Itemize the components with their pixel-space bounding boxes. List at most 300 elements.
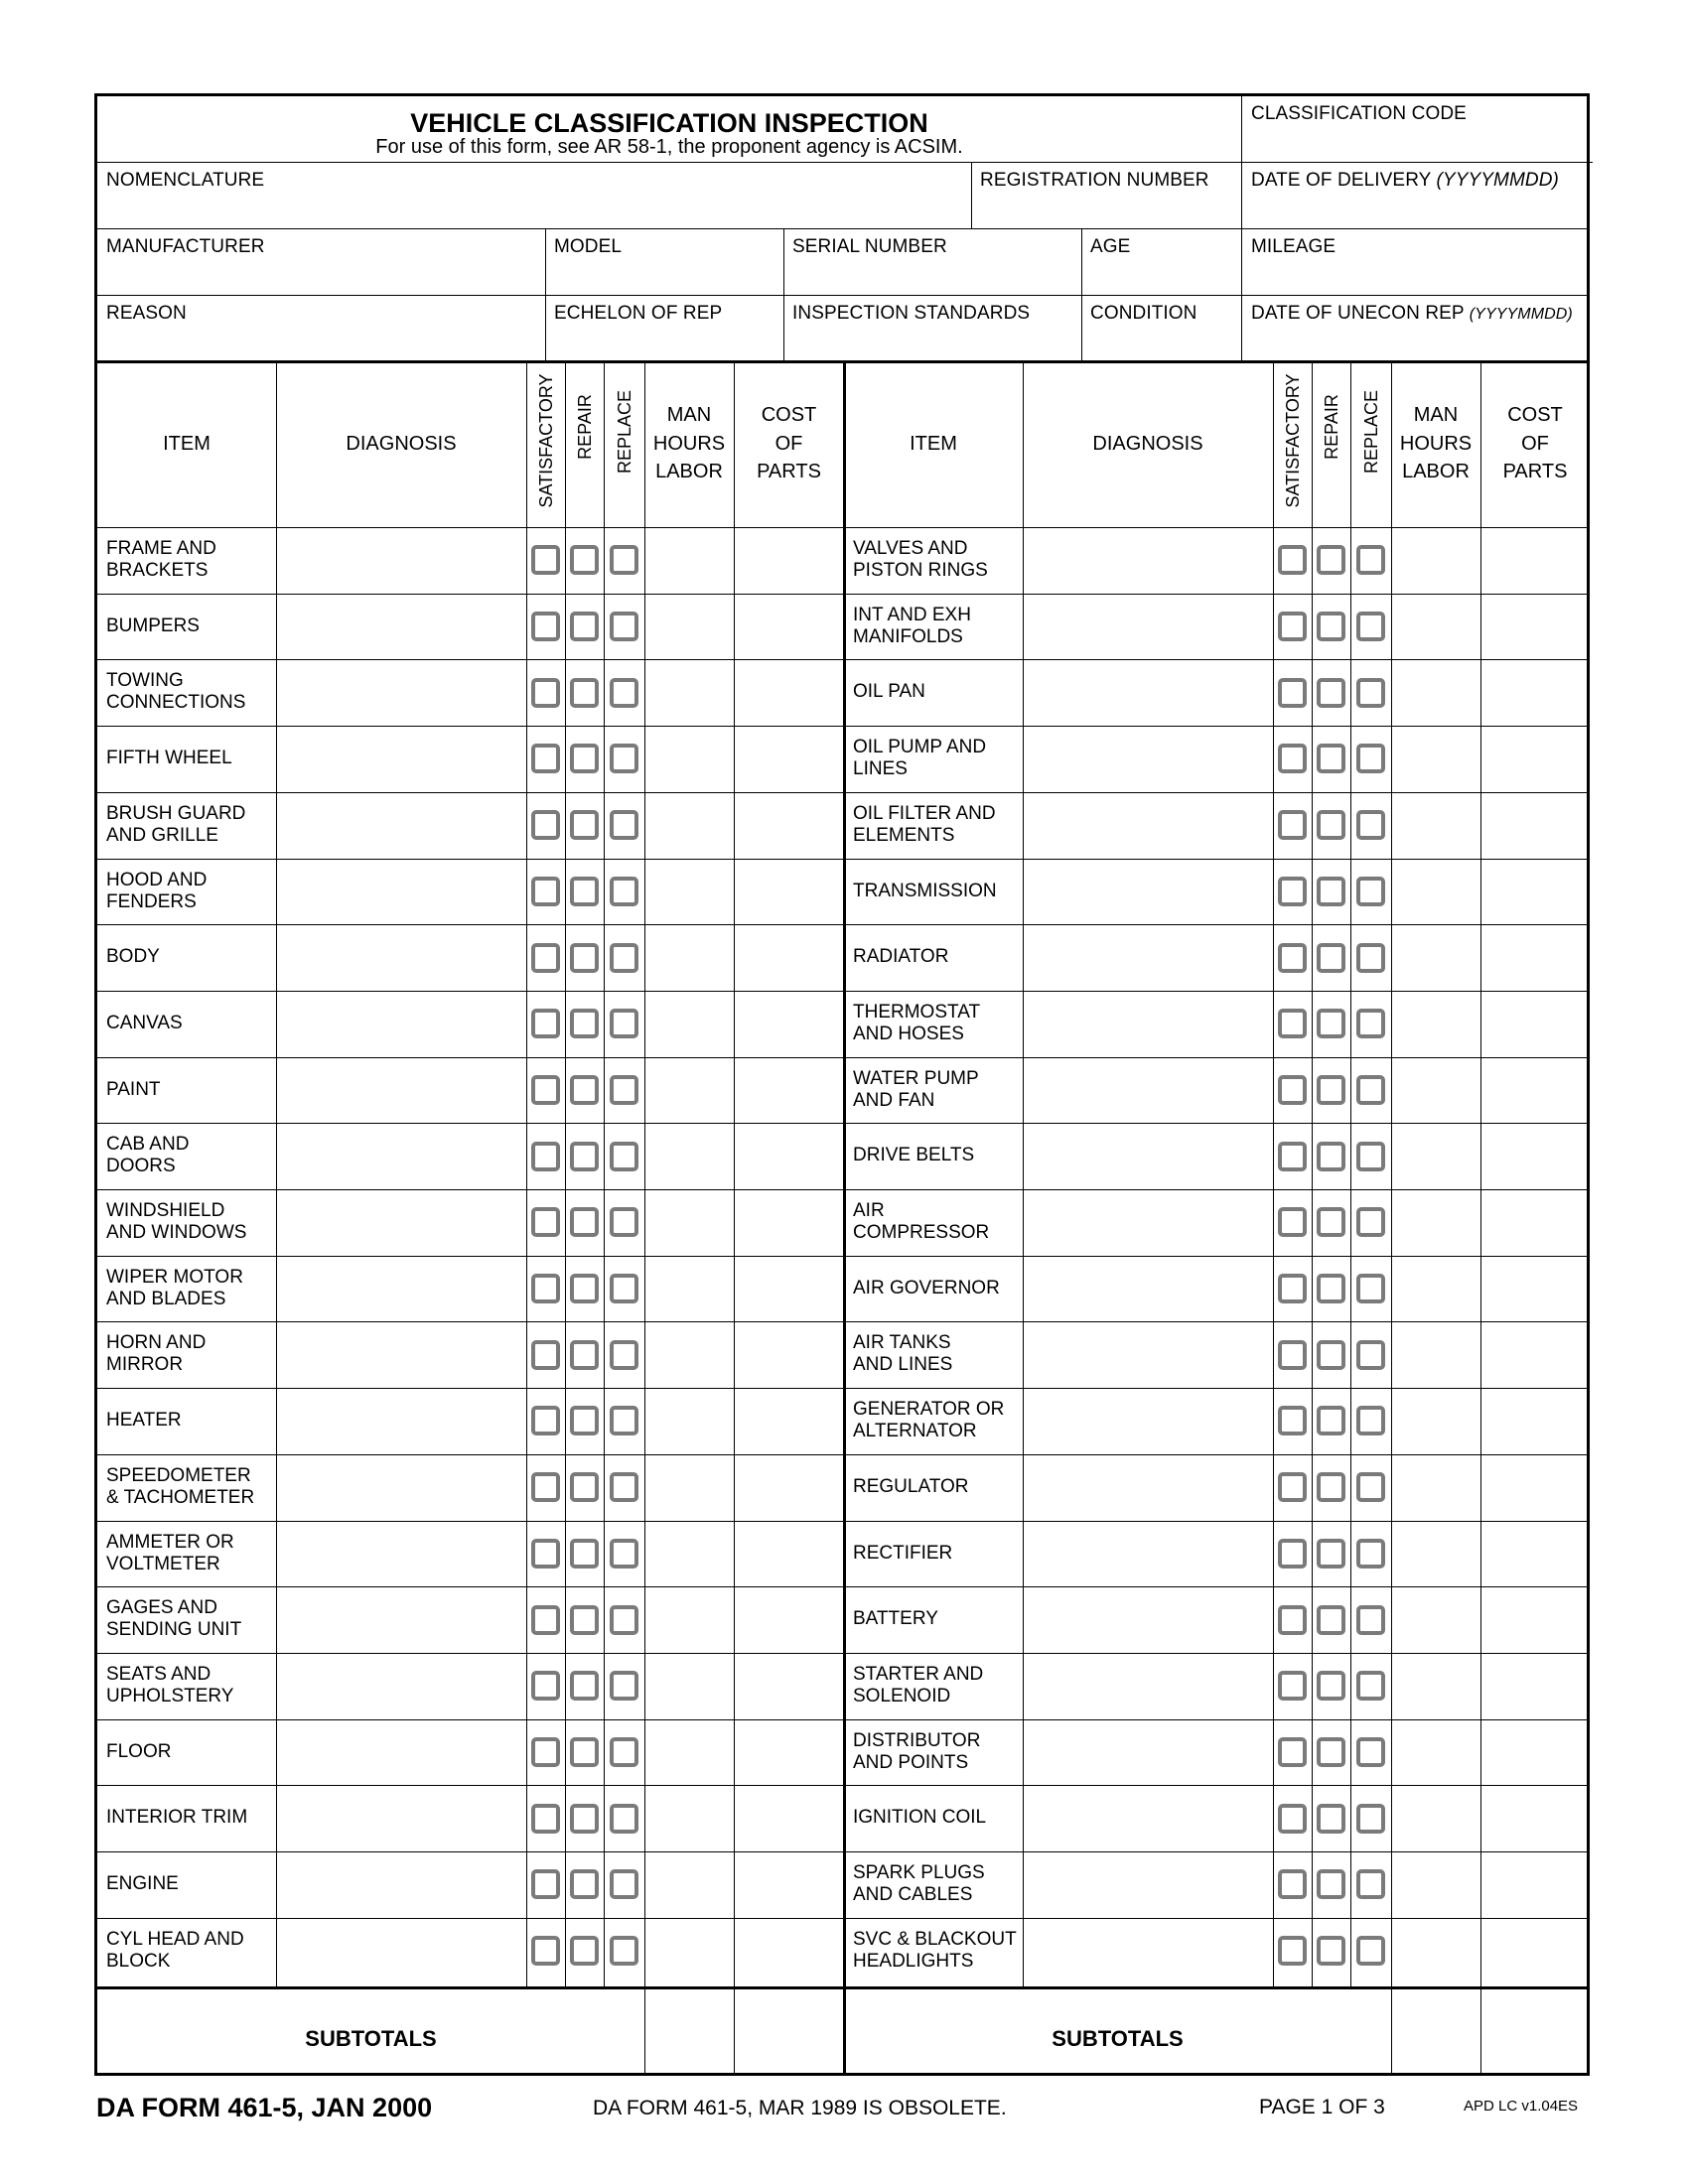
cost-of-parts-field[interactable] <box>1483 1656 1587 1716</box>
repair-checkbox[interactable] <box>1317 1605 1345 1635</box>
man-hours-field[interactable] <box>1394 1921 1477 1981</box>
man-hours-field[interactable] <box>647 1589 731 1650</box>
diagnosis-field[interactable] <box>279 1854 523 1915</box>
registration-number-field[interactable] <box>979 194 1237 225</box>
man-hours-field[interactable] <box>647 1524 731 1584</box>
satisfactory-checkbox[interactable] <box>531 1869 560 1899</box>
diagnosis-field[interactable] <box>279 1589 523 1650</box>
repair-checkbox[interactable] <box>570 1671 599 1701</box>
row-item-label: TOWING CONNECTIONS <box>106 670 246 714</box>
repair-checkbox[interactable] <box>570 1539 599 1569</box>
replace-checkbox[interactable] <box>1356 1737 1385 1767</box>
cost-of-parts-field[interactable] <box>1483 795 1587 856</box>
cost-of-parts-field[interactable] <box>737 1589 841 1650</box>
man-hours-field[interactable] <box>1394 1589 1477 1650</box>
row-item-label: AIR TANKS AND LINES <box>853 1332 953 1376</box>
replace-checkbox[interactable] <box>1356 1605 1385 1635</box>
row-item-label: AIR COMPRESSOR <box>853 1200 990 1243</box>
cost-of-parts-field[interactable] <box>737 795 841 856</box>
cost-of-parts-field[interactable] <box>737 1259 841 1319</box>
man-hours-field[interactable] <box>647 1324 731 1385</box>
man-hours-field[interactable] <box>1394 729 1477 789</box>
diagnosis-field[interactable] <box>1026 729 1270 789</box>
replace-checkbox[interactable] <box>610 1009 638 1038</box>
repair-checkbox[interactable] <box>570 1142 599 1171</box>
replace-checkbox[interactable] <box>610 744 638 773</box>
satisfactory-checkbox[interactable] <box>1278 678 1307 708</box>
serial-number-field[interactable] <box>790 260 1076 292</box>
satisfactory-checkbox[interactable] <box>531 1406 560 1435</box>
replace-checkbox[interactable] <box>610 1671 638 1701</box>
satisfactory-checkbox[interactable] <box>1278 1075 1307 1105</box>
diagnosis-field[interactable] <box>1026 1324 1270 1385</box>
age-label: AGE <box>1090 236 1131 257</box>
replace-checkbox[interactable] <box>1356 1936 1385 1966</box>
cost-of-parts-field[interactable] <box>1483 1589 1587 1650</box>
cost-of-parts-field[interactable] <box>737 1854 841 1915</box>
replace-checkbox[interactable] <box>610 943 638 973</box>
repair-checkbox[interactable] <box>570 1869 599 1899</box>
diagnosis-field[interactable] <box>279 1656 523 1716</box>
repair-checkbox[interactable] <box>1317 1869 1345 1899</box>
man-hours-field[interactable] <box>1394 927 1477 988</box>
man-hours-field[interactable] <box>647 927 731 988</box>
satisfactory-checkbox[interactable] <box>531 545 560 575</box>
man-hours-field[interactable] <box>647 1788 731 1848</box>
replace-checkbox[interactable] <box>1356 1472 1385 1502</box>
replace-checkbox[interactable] <box>610 1605 638 1635</box>
repair-checkbox[interactable] <box>1317 1340 1345 1370</box>
satisfactory-checkbox[interactable] <box>531 612 560 641</box>
form-id: DA FORM 461-5, JAN 2000 <box>96 2093 433 2122</box>
cost-of-parts-field[interactable] <box>1483 1921 1587 1981</box>
cost-of-parts-field[interactable] <box>1483 994 1587 1054</box>
reason-label: REASON <box>106 303 187 324</box>
cost-of-parts-field[interactable] <box>1483 1192 1587 1253</box>
row-item-label: WINDSHIELD AND WINDOWS <box>106 1200 247 1243</box>
replace-checkbox[interactable] <box>610 810 638 840</box>
diagnosis-field[interactable] <box>279 530 523 591</box>
diagnosis-field[interactable] <box>1026 530 1270 591</box>
diagnosis-field[interactable] <box>1026 1589 1270 1650</box>
satisfactory-checkbox[interactable] <box>1278 1869 1307 1899</box>
reason-field[interactable] <box>105 327 540 356</box>
manufacturer-field[interactable] <box>105 260 540 292</box>
repair-checkbox[interactable] <box>1317 1009 1345 1038</box>
diagnosis-field[interactable] <box>1026 1921 1270 1981</box>
satisfactory-checkbox[interactable] <box>531 1605 560 1635</box>
replace-checkbox[interactable] <box>1356 943 1385 973</box>
satisfactory-checkbox[interactable] <box>1278 744 1307 773</box>
replace-checkbox[interactable] <box>1356 1340 1385 1370</box>
repair-checkbox[interactable] <box>1317 612 1345 641</box>
diagnosis-field[interactable] <box>279 1788 523 1848</box>
repair-checkbox[interactable] <box>570 1605 599 1635</box>
repair-checkbox[interactable] <box>570 1936 599 1966</box>
man-hours-field[interactable] <box>1394 994 1477 1054</box>
diagnosis-field[interactable] <box>1026 927 1270 988</box>
cost-of-parts-field[interactable] <box>1483 597 1587 657</box>
condition-field[interactable] <box>1088 327 1235 356</box>
repair-checkbox[interactable] <box>570 1804 599 1834</box>
replace-checkbox[interactable] <box>610 1472 638 1502</box>
satisfactory-checkbox[interactable] <box>1278 1605 1307 1635</box>
diagnosis-field[interactable] <box>1026 1854 1270 1915</box>
replace-checkbox[interactable] <box>610 1539 638 1569</box>
man-hours-field[interactable] <box>647 530 731 591</box>
man-hours-field[interactable] <box>1394 530 1477 591</box>
man-hours-field[interactable] <box>1394 1324 1477 1385</box>
diagnosis-field[interactable] <box>1026 597 1270 657</box>
replace-checkbox[interactable] <box>610 1869 638 1899</box>
satisfactory-checkbox[interactable] <box>1278 1671 1307 1701</box>
satisfactory-checkbox[interactable] <box>531 877 560 906</box>
replace-checkbox[interactable] <box>1356 1539 1385 1569</box>
cost-of-parts-field[interactable] <box>737 597 841 657</box>
row-item-label: AMMETER OR VOLTMETER <box>106 1531 234 1574</box>
replace-checkbox[interactable] <box>1356 1009 1385 1038</box>
row-item-label: CAB AND DOORS <box>106 1134 190 1177</box>
replace-checkbox[interactable] <box>1356 744 1385 773</box>
man-hours-field[interactable] <box>1394 1656 1477 1716</box>
repair-checkbox[interactable] <box>570 545 599 575</box>
repair-checkbox[interactable] <box>570 678 599 708</box>
repair-checkbox[interactable] <box>1317 1737 1345 1767</box>
cost-of-parts-field[interactable] <box>1483 1524 1587 1584</box>
subtotals-label: SUBTOTALS <box>305 2026 437 2051</box>
man-hours-field[interactable] <box>1394 862 1477 922</box>
man-hours-field[interactable] <box>647 795 731 856</box>
date-of-unecon-rep-field[interactable] <box>1249 327 1587 356</box>
cost-of-parts-field[interactable] <box>1483 662 1587 723</box>
diagnosis-field[interactable] <box>279 927 523 988</box>
replace-checkbox[interactable] <box>1356 612 1385 641</box>
date-format-hint: (YYYYMMDD) <box>1469 306 1573 323</box>
diagnosis-field[interactable] <box>1026 1656 1270 1716</box>
satisfactory-checkbox[interactable] <box>531 1142 560 1171</box>
diagnosis-field[interactable] <box>1026 662 1270 723</box>
satisfactory-checkbox[interactable] <box>1278 1340 1307 1370</box>
diagnosis-field[interactable] <box>279 862 523 922</box>
diagnosis-field[interactable] <box>1026 994 1270 1054</box>
cost-of-parts-field[interactable] <box>737 1524 841 1584</box>
model-field[interactable] <box>552 260 778 292</box>
satisfactory-checkbox[interactable] <box>1278 877 1307 906</box>
cost-of-parts-field[interactable] <box>737 662 841 723</box>
cost-of-parts-field[interactable] <box>737 994 841 1054</box>
man-hours-field[interactable] <box>1394 1854 1477 1915</box>
repair-checkbox[interactable] <box>1317 810 1345 840</box>
man-hours-field[interactable] <box>1394 1126 1477 1186</box>
man-hours-field[interactable] <box>1394 1391 1477 1451</box>
man-hours-field[interactable] <box>647 1259 731 1319</box>
replace-checkbox[interactable] <box>1356 1804 1385 1834</box>
diagnosis-field[interactable] <box>279 1921 523 1981</box>
diagnosis-field[interactable] <box>279 1324 523 1385</box>
cost-of-parts-field[interactable] <box>1483 1259 1587 1319</box>
repair-checkbox[interactable] <box>570 810 599 840</box>
replace-checkbox[interactable] <box>610 612 638 641</box>
cost-of-parts-field[interactable] <box>737 862 841 922</box>
man-hours-field[interactable] <box>647 862 731 922</box>
satisfactory-checkbox[interactable] <box>531 943 560 973</box>
repair-checkbox[interactable] <box>570 1075 599 1105</box>
satisfactory-checkbox[interactable] <box>1278 1737 1307 1767</box>
replace-checkbox[interactable] <box>610 1804 638 1834</box>
satisfactory-checkbox[interactable] <box>1278 943 1307 973</box>
replace-checkbox[interactable] <box>610 877 638 906</box>
replace-checkbox[interactable] <box>1356 1406 1385 1435</box>
repair-checkbox[interactable] <box>570 1406 599 1435</box>
man-hours-field[interactable] <box>1394 1457 1477 1518</box>
replace-checkbox[interactable] <box>1356 1869 1385 1899</box>
repair-checkbox[interactable] <box>570 1009 599 1038</box>
diagnosis-field[interactable] <box>279 1126 523 1186</box>
classification-code-label: CLASSIFICATION CODE <box>1251 103 1467 124</box>
date-of-delivery-field[interactable] <box>1249 194 1587 225</box>
satisfactory-checkbox[interactable] <box>1278 1539 1307 1569</box>
replace-checkbox[interactable] <box>1356 678 1385 708</box>
man-hours-field[interactable] <box>647 1060 731 1121</box>
col-header-repair: REPAIR <box>574 394 595 460</box>
diagnosis-field[interactable] <box>1026 1722 1270 1783</box>
satisfactory-checkbox[interactable] <box>531 678 560 708</box>
cost-of-parts-field[interactable] <box>1483 1126 1587 1186</box>
repair-checkbox[interactable] <box>570 1274 599 1303</box>
man-hours-field[interactable] <box>647 1126 731 1186</box>
diagnosis-field[interactable] <box>279 662 523 723</box>
replace-checkbox[interactable] <box>1356 1274 1385 1303</box>
repair-checkbox[interactable] <box>1317 1936 1345 1966</box>
satisfactory-checkbox[interactable] <box>531 1539 560 1569</box>
diagnosis-field[interactable] <box>1026 795 1270 856</box>
repair-checkbox[interactable] <box>570 744 599 773</box>
man-hours-field[interactable] <box>647 994 731 1054</box>
age-field[interactable] <box>1088 260 1235 292</box>
satisfactory-checkbox[interactable] <box>531 1340 560 1370</box>
satisfactory-checkbox[interactable] <box>531 810 560 840</box>
repair-checkbox[interactable] <box>1317 1671 1345 1701</box>
replace-checkbox[interactable] <box>610 1075 638 1105</box>
diagnosis-field[interactable] <box>279 1259 523 1319</box>
replace-checkbox[interactable] <box>610 1406 638 1435</box>
replace-checkbox[interactable] <box>1356 545 1385 575</box>
repair-checkbox[interactable] <box>570 1207 599 1237</box>
cost-of-parts-field[interactable] <box>737 1457 841 1518</box>
row-item-label: INT AND EXH MANIFOLDS <box>853 604 971 647</box>
man-hours-field[interactable] <box>647 729 731 789</box>
repair-checkbox[interactable] <box>1317 943 1345 973</box>
man-hours-field[interactable] <box>647 1457 731 1518</box>
cost-of-parts-field[interactable] <box>737 927 841 988</box>
diagnosis-field[interactable] <box>279 597 523 657</box>
subtotal-man-hours-field[interactable] <box>647 1992 731 2070</box>
cost-of-parts-field[interactable] <box>1483 1324 1587 1385</box>
diagnosis-field[interactable] <box>1026 1259 1270 1319</box>
diagnosis-field[interactable] <box>1026 862 1270 922</box>
replace-checkbox[interactable] <box>610 1207 638 1237</box>
man-hours-field[interactable] <box>647 1656 731 1716</box>
man-hours-field[interactable] <box>1394 662 1477 723</box>
cost-of-parts-field[interactable] <box>1483 1391 1587 1451</box>
cost-of-parts-field[interactable] <box>1483 1457 1587 1518</box>
cost-of-parts-field[interactable] <box>737 1788 841 1848</box>
satisfactory-checkbox[interactable] <box>531 1737 560 1767</box>
diagnosis-field[interactable] <box>279 1192 523 1253</box>
row-item-label: VALVES AND PISTON RINGS <box>853 538 988 581</box>
satisfactory-checkbox[interactable] <box>1278 1804 1307 1834</box>
satisfactory-checkbox[interactable] <box>1278 1207 1307 1237</box>
repair-checkbox[interactable] <box>1317 1804 1345 1834</box>
col-header-satisfactory: SATISFACTORY <box>1282 373 1303 508</box>
man-hours-field[interactable] <box>647 662 731 723</box>
man-hours-field[interactable] <box>647 1921 731 1981</box>
satisfactory-checkbox[interactable] <box>1278 612 1307 641</box>
replace-checkbox[interactable] <box>610 1737 638 1767</box>
man-hours-field[interactable] <box>1394 1192 1477 1253</box>
cost-of-parts-field[interactable] <box>737 1921 841 1981</box>
repair-checkbox[interactable] <box>1317 1075 1345 1105</box>
cost-of-parts-field[interactable] <box>737 729 841 789</box>
diagnosis-field[interactable] <box>279 1060 523 1121</box>
cost-of-parts-field[interactable] <box>737 530 841 591</box>
diagnosis-field[interactable] <box>1026 1788 1270 1848</box>
satisfactory-checkbox[interactable] <box>1278 545 1307 575</box>
row-item-label: BRUSH GUARD AND GRILLE <box>106 802 246 846</box>
replace-checkbox[interactable] <box>610 1142 638 1171</box>
satisfactory-checkbox[interactable] <box>1278 1936 1307 1966</box>
cost-of-parts-field[interactable] <box>1483 1788 1587 1848</box>
diagnosis-field[interactable] <box>279 729 523 789</box>
satisfactory-checkbox[interactable] <box>531 1804 560 1834</box>
replace-checkbox[interactable] <box>1356 1075 1385 1105</box>
nomenclature-field[interactable] <box>105 194 964 225</box>
cost-of-parts-field[interactable] <box>1483 1854 1587 1915</box>
diagnosis-field[interactable] <box>279 1457 523 1518</box>
replace-checkbox[interactable] <box>1356 810 1385 840</box>
cost-of-parts-field[interactable] <box>737 1656 841 1716</box>
satisfactory-checkbox[interactable] <box>531 1009 560 1038</box>
man-hours-field[interactable] <box>1394 1788 1477 1848</box>
diagnosis-field[interactable] <box>1026 1192 1270 1253</box>
satisfactory-checkbox[interactable] <box>531 1936 560 1966</box>
repair-checkbox[interactable] <box>1317 744 1345 773</box>
diagnosis-field[interactable] <box>279 795 523 856</box>
satisfactory-checkbox[interactable] <box>1278 1406 1307 1435</box>
cost-of-parts-field[interactable] <box>1483 530 1587 591</box>
repair-checkbox[interactable] <box>570 1737 599 1767</box>
replace-checkbox[interactable] <box>610 545 638 575</box>
man-hours-field[interactable] <box>647 1854 731 1915</box>
satisfactory-checkbox[interactable] <box>1278 810 1307 840</box>
replace-checkbox[interactable] <box>1356 1207 1385 1237</box>
diagnosis-field[interactable] <box>279 1524 523 1584</box>
man-hours-field[interactable] <box>1394 795 1477 856</box>
replace-checkbox[interactable] <box>610 1936 638 1966</box>
repair-checkbox[interactable] <box>1317 1274 1345 1303</box>
man-hours-field[interactable] <box>647 1391 731 1451</box>
satisfactory-checkbox[interactable] <box>1278 1009 1307 1038</box>
repair-checkbox[interactable] <box>1317 678 1345 708</box>
replace-checkbox[interactable] <box>1356 877 1385 906</box>
satisfactory-checkbox[interactable] <box>531 1274 560 1303</box>
repair-checkbox[interactable] <box>1317 1406 1345 1435</box>
subtotal-cost-field[interactable] <box>737 1992 841 2070</box>
repair-checkbox[interactable] <box>570 612 599 641</box>
satisfactory-checkbox[interactable] <box>531 1472 560 1502</box>
repair-checkbox[interactable] <box>1317 877 1345 906</box>
man-hours-field[interactable] <box>647 1722 731 1783</box>
man-hours-field[interactable] <box>1394 1722 1477 1783</box>
replace-checkbox[interactable] <box>610 1274 638 1303</box>
diagnosis-field[interactable] <box>279 1722 523 1783</box>
satisfactory-checkbox[interactable] <box>1278 1142 1307 1171</box>
repair-checkbox[interactable] <box>1317 1472 1345 1502</box>
repair-checkbox[interactable] <box>1317 545 1345 575</box>
diagnosis-field[interactable] <box>279 1391 523 1451</box>
diagnosis-field[interactable] <box>1026 1524 1270 1584</box>
col-header-diagnosis: DIAGNOSIS <box>346 433 457 455</box>
cost-of-parts-field[interactable] <box>1483 729 1587 789</box>
cost-of-parts-field[interactable] <box>737 1192 841 1253</box>
subtotal-man-hours-field[interactable] <box>1394 1992 1477 2070</box>
man-hours-field[interactable] <box>1394 1259 1477 1319</box>
diagnosis-field[interactable] <box>1026 1126 1270 1186</box>
satisfactory-checkbox[interactable] <box>1278 1472 1307 1502</box>
cost-of-parts-field[interactable] <box>1483 1060 1587 1121</box>
classification-code-field[interactable] <box>1249 126 1587 158</box>
diagnosis-field[interactable] <box>1026 1391 1270 1451</box>
diagnosis-field[interactable] <box>279 994 523 1054</box>
cost-of-parts-field[interactable] <box>737 1324 841 1385</box>
man-hours-field[interactable] <box>647 597 731 657</box>
replace-checkbox[interactable] <box>610 1340 638 1370</box>
cost-of-parts-field[interactable] <box>1483 927 1587 988</box>
cost-of-parts-field[interactable] <box>737 1060 841 1121</box>
diagnosis-field[interactable] <box>1026 1457 1270 1518</box>
repair-checkbox[interactable] <box>570 1340 599 1370</box>
col-header-man-hours: LABOR <box>1402 461 1470 482</box>
replace-checkbox[interactable] <box>1356 1142 1385 1171</box>
repair-checkbox[interactable] <box>570 877 599 906</box>
man-hours-field[interactable] <box>1394 1060 1477 1121</box>
cost-of-parts-field[interactable] <box>1483 862 1587 922</box>
mileage-field[interactable] <box>1249 260 1587 292</box>
cost-of-parts-field[interactable] <box>737 1391 841 1451</box>
satisfactory-checkbox[interactable] <box>531 1075 560 1105</box>
repair-checkbox[interactable] <box>1317 1539 1345 1569</box>
diagnosis-field[interactable] <box>1026 1060 1270 1121</box>
man-hours-field[interactable] <box>1394 1524 1477 1584</box>
replace-checkbox[interactable] <box>610 678 638 708</box>
repair-checkbox[interactable] <box>570 1472 599 1502</box>
satisfactory-checkbox[interactable] <box>531 1671 560 1701</box>
cost-of-parts-field[interactable] <box>737 1126 841 1186</box>
satisfactory-checkbox[interactable] <box>1278 1274 1307 1303</box>
repair-checkbox[interactable] <box>1317 1207 1345 1237</box>
repair-checkbox[interactable] <box>1317 1142 1345 1171</box>
man-hours-field[interactable] <box>1394 597 1477 657</box>
man-hours-field[interactable] <box>647 1192 731 1253</box>
satisfactory-checkbox[interactable] <box>531 744 560 773</box>
subtotal-cost-field[interactable] <box>1483 1992 1587 2070</box>
cost-of-parts-field[interactable] <box>737 1722 841 1783</box>
satisfactory-checkbox[interactable] <box>531 1207 560 1237</box>
repair-checkbox[interactable] <box>570 943 599 973</box>
replace-checkbox[interactable] <box>1356 1671 1385 1701</box>
inspection-standards-field[interactable] <box>790 327 1076 356</box>
cost-of-parts-field[interactable] <box>1483 1722 1587 1783</box>
